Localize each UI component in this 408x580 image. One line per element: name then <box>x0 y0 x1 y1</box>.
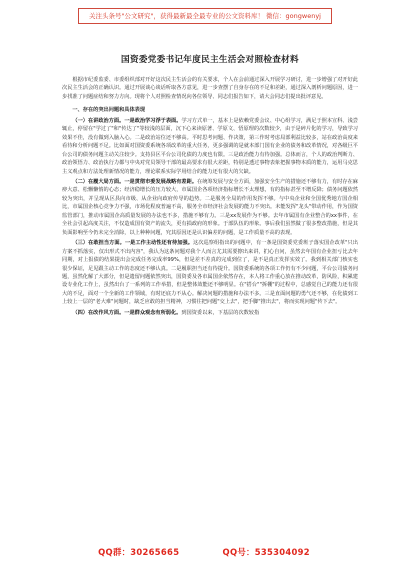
paragraph-lead: （一）在讲政治方面。一是政治学习浮于表面。 <box>72 117 182 124</box>
paragraph-lead: （二）在履大局方面。一是贯彻市委发展战略有差距。 <box>72 178 198 185</box>
paragraph-responsibility <box>62 239 358 307</box>
document-page <box>62 54 358 542</box>
section-heading: 一、存在的突出问题和具体表现 <box>72 107 146 114</box>
paragraph-style <box>62 309 358 317</box>
paragraph-body: 这次巡察组指出的问题中，有一条是国资委党委班子落实国企改革"只出方案不抓落实，仅出形式不出内容"，我认为这条问题对我个人而言尤其需要擦出来讲，扪心自问，虽然去年国有企业扭亏比去年同期，对上报债的结果提出会完成任务完成率99%，但是差不差真的完成到位了，是不是真正发挥实效了。我到相关部门核实也很少保证，足见跟主动工作的态度还不够认真。二是履职担当还有待提升。国资委系统的各项工作仍有不少问题，平台公司债务问题，虽然化解了大部分，但是遗留问题依然突出，国资委及各市属国企依然存在，本人将工作重心放在推动改革，防风险，积累建设专业化工作上，虽然出台了一系列的工作举措，但是整体效能还不够明显。在"搭台""拆棚"的过程中，总感觉自己的能力还有很大的不足，面对一个全新的工作领域，有时还底力不从心。解决问题的措施和办法不多。三是直面问题的勇气还不够，在化债到工上较上一层的"老大难"问题时，缺乏应敢的担当精神，习惯往把问题"交上去"，把手脚"推出去"，将而实现问题"传下去"。 <box>62 240 358 306</box>
contact-footer <box>0 546 408 558</box>
paragraph-overall <box>62 178 358 237</box>
paragraph-body: 到国资委以来，下基层的次数较指 <box>181 309 260 316</box>
paragraph-political <box>62 117 358 176</box>
paragraph-lead: （三）在敢担当方面。一是工作主动性还有待加强。 <box>72 240 194 247</box>
qq-number-text: QQ号：535304092 <box>222 547 310 557</box>
intro-paragraph: 根据市纪委监委、市委组织部对开好这次民主生活会的有关要求，个人在会前通过深入开展学习研讨，进一步增强了对开好此次民主生活会的正确认识。通过开展谈心谈话听取各方意见，进一步查摆了自身存在的不足和差距，通过深入剖析问题原因，进一步找准了问题症结和努力方向。现将个人对照检查情况向各位领导、同志们报告如下，请大会同志们提出批评意见。 <box>62 77 358 100</box>
paragraph-lead: （四）在改作风方面。一是群众观念有所弱化。 <box>72 309 182 316</box>
paragraph-body: 在统筹发展与安全方面，加强安全生产的措施还不够有力，有时存在麻痹大意、松懈懒惰的心态；经济稳增长的压力较大，市属国企各项经济指标增长不太理想，有的指标甚至不增反降；债务问题依然较为突出，并呈现从区县向市级、从企业向政府传导的趋势。二是服务全局的作用发挥不够。与中央企业和全国优秀地方国企相比，市属国企核心竞争力不强，市场化程度普遍不高，服务全市经济社会发展的能力不突出。未能发挥"龙头"带动作用，作为国资监管部门，推动市属国企高质量发展的办法也不多，措施不够有力。三是xx发展作为不够。去年市属国有企业整合的xx事件，在全社会引起高度关注，不仅造成国有资产的流失，更有损政府的形象。于部队伍的形象。事后我们虽然做了很多整改措施，但是其负面影响至今仍未完全消除，以上种种问题，究其原因还是认识偏差的问题，是工作质量不高的表现。 <box>62 178 358 236</box>
qq-group-text: QQ群：30265665 <box>98 547 180 557</box>
document-title: 国资委党委书记年度民主生活会对照检查材料 <box>121 55 299 65</box>
promo-banner: 关注头条号"公文研究"，获得最新最全最专业的公文资料库！ 微信：gongwenyj <box>78 8 332 24</box>
paragraph-body: 学习方式单一，基本上是依赖党委会议、中心组学习，满足于照本宣科、浅尝辄止，停留在"学过了"和"传达了"等较浅的层面，沉下心来读原著、学原文、悟原理的次数较少，由于是碎片化的学习，导致学习效果不佳，没有做到入脑入心。二是政治站位还不够高。平时思考问题、作决策，第三作时考虑局部利益比较多，站在政治高度来看待和分析问题不足。比如面对国资委系统各项改革的重大任务，更多强调的是就本部门国有企业的债务和改革情况，对各级巨平台公司的债务问题主动关注较少。支持县区平台公司化债的力度也有限。三是政治能力有待加强。总体而言，个人的政治判断力、政治领悟力、政治执行力都与中央对党员领导干部的最高要求有很大差距，特别是透过事物表象把握事物本质的能力，运用马克思主义观点和方法处理新情况的能力，理论联系实际学用结合的能力还有很大的欠缺。 <box>62 117 358 175</box>
